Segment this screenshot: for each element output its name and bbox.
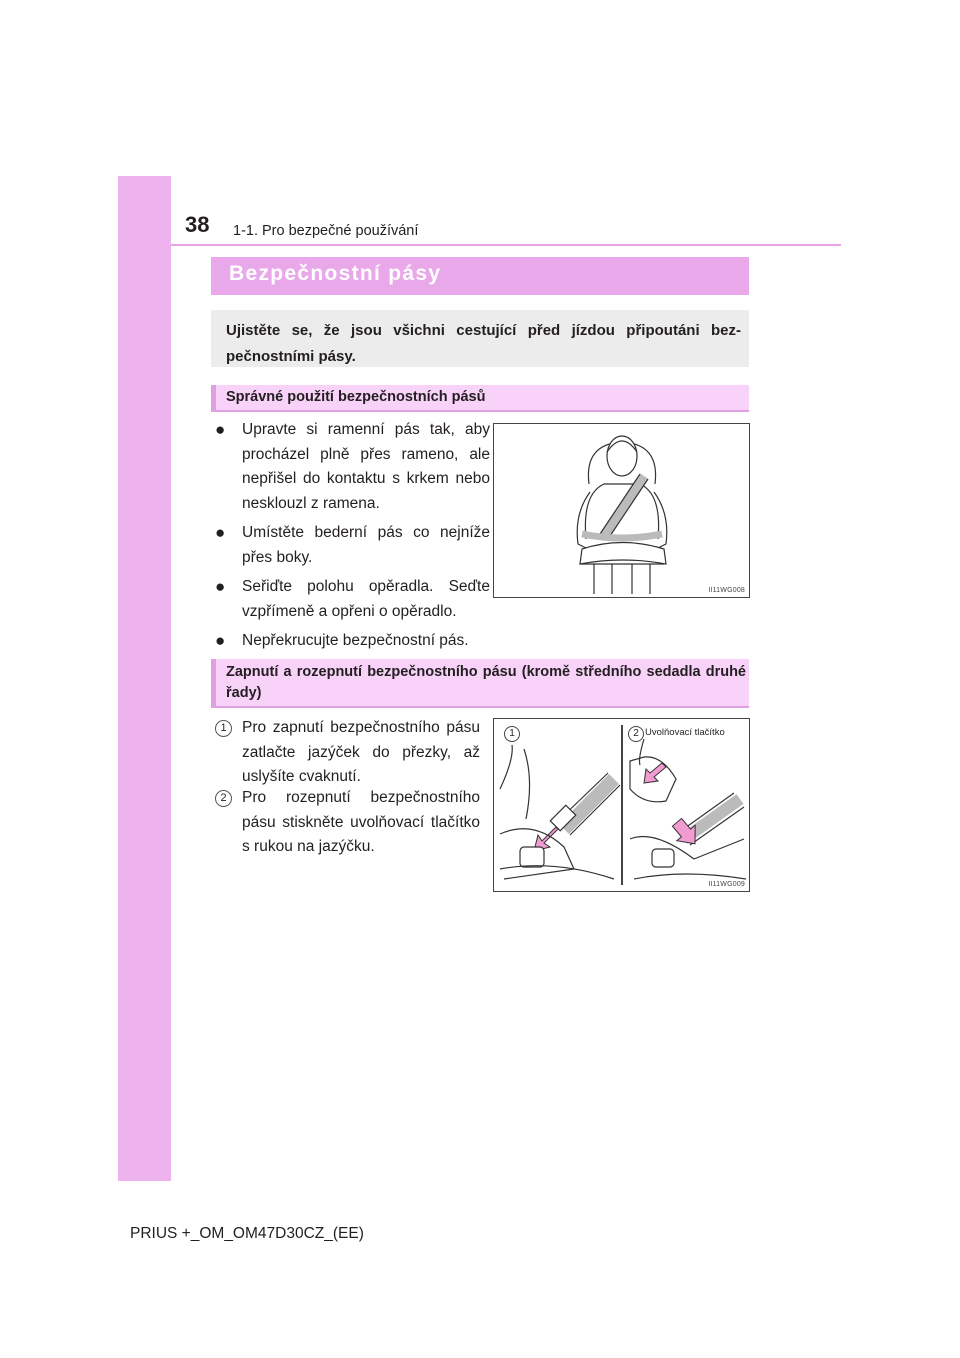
correct-use-list — [213, 418, 490, 659]
page-number: 38 — [185, 212, 210, 237]
bullet-icon: ● — [215, 420, 226, 439]
step-text: Pro zapnutí bezpečnostního pásu zatlačte jazýček do přezky, až uslyšíte cvaknutí. — [242, 719, 480, 785]
figure-label-1: 1 — [504, 726, 520, 742]
bullet-icon: ● — [215, 631, 226, 650]
figure-buckle — [493, 718, 750, 892]
section-title: 1-1. Pro bezpečné používání — [233, 223, 419, 239]
release-button-callout: Uvolňovací tlačítko — [645, 727, 725, 738]
figure-code: II11WG008 — [708, 587, 745, 594]
list-item: ● Upravte si ramenní pás tak, aby procházel plně přes rameno, ale nepřišel do kontaktu s krkem nebo nesklouzl z ramena. — [215, 420, 490, 512]
list-item: ● Nepřekrucujte bezpečnostní pás. — [213, 629, 532, 654]
list-item: ● Seřiďte polohu opěradla. Seďte vzpřímeně a opřeni o opěradlo. — [215, 577, 490, 620]
step-text: Pro rozepnutí bezpečnostního pásu stiskněte uvolňovací tlačítko s rukou na jazýčku. — [242, 789, 480, 855]
step-2 — [215, 786, 480, 860]
figure-code: II11WG009 — [708, 881, 745, 888]
subheading-correct-use — [211, 385, 749, 412]
step-1 — [215, 716, 480, 790]
header-divider — [171, 244, 841, 246]
side-tab — [118, 176, 171, 1181]
intro-box: Ujistěte se, že jsou všichni cestující před jízdou připoutáni bezpečnostními pásy. — [211, 310, 749, 367]
subheading-fasten-text: Zapnutí a rozepnutí bezpečnostního pásu (kromě středního sedadla druhé řady) — [226, 664, 746, 701]
bullet-icon: ● — [215, 523, 226, 542]
page-title: Bezpečnostní pásy — [229, 262, 442, 285]
subheading-fasten — [211, 659, 749, 708]
bullet-icon: ● — [215, 577, 226, 596]
list-item: ● Umístěte bederní pás co nejníže přes boky. — [215, 523, 490, 566]
step-number: 1 — [215, 720, 232, 737]
subheading-correct-use-text: Správné použití bezpečnostních pásů — [226, 389, 486, 405]
figure-seated-person — [493, 423, 750, 598]
title-bar — [211, 257, 749, 295]
step-number: 2 — [215, 790, 232, 807]
seated-person-illustration — [494, 424, 748, 596]
footer-doc-code: PRIUS +_OM_OM47D30CZ_(EE) — [130, 1225, 364, 1242]
figure-label-2: 2 — [628, 726, 644, 742]
buckle-illustration — [494, 719, 748, 890]
